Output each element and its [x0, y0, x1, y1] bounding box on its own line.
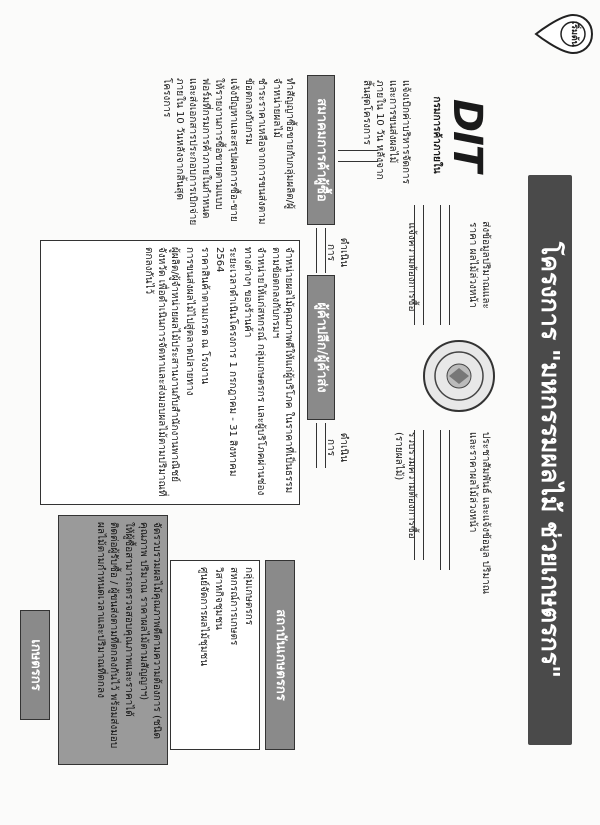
right-panel-item: วิสาหกิจชุมชน: [213, 567, 224, 630]
center-panel-item: จำหน่ายผลไม้คุณภาพดีให้แก่ผู้บริโภค ในราคาที่เป็นธรรม ตามข้อตกลงกับกรมฯ: [270, 247, 294, 494]
center-panel-item: ระยะเวลาดำเนินโครงการ 1 กรกฎาคม - 31 สิงหาคม 2564: [214, 247, 238, 477]
step-confirm-buy: แจ้งความต้องการซื้อ: [406, 222, 417, 312]
right-panel-item: กลุ่มเกษตรกร: [243, 567, 254, 626]
arrow-announce: [440, 430, 450, 570]
center-panel-list: [142, 247, 295, 498]
right-panel-note: ให้ผู้ซื้อสามารถตรวจสอบคุณภาพและราคาได้: [123, 522, 134, 717]
step-announce: ประชาสัมพันธ์ และแจ้งข้อมูล ปริมาณและราคาผลไม้ล่วงหน้า: [467, 432, 491, 594]
connector-left: [338, 150, 378, 162]
step-confirm-buy-detail: รวบรวมความต้องการซื้อ (รายผลไม้): [393, 432, 417, 539]
seal-emblem-icon: [425, 342, 493, 410]
proceed-left-label: ดำเนินการ: [325, 237, 349, 268]
right-panel-note: จัดรวบรวมผลไม้คุณภาพดีตามความต้องการ (ชนิด คุณภาพ ปริมาณ ราคาผลไม้ตามสัญญาฯ): [138, 522, 162, 739]
dit-caption: กรมการค้าภายใน: [431, 96, 442, 174]
dit-logo-text: DIT: [444, 98, 490, 172]
map-pin-icon: [532, 12, 594, 56]
right-panel-notes-list: [94, 522, 163, 758]
left-panel-item: ให้รายงานการซื้อขายตามแบบฟอร์มที่กรมการค้าภายในกำหนด และส่งเอกสารประกอบการเบิกจ่ายภายใน 10 วันหลังจากสิ้นสุดโครงการ: [161, 78, 224, 226]
center-panel-title: ผู้ค้าปลีก/ผู้ค้าส่ง: [307, 275, 335, 420]
proceed-right-label: ดำเนินการ: [325, 432, 349, 463]
left-panel-list: [160, 78, 296, 226]
arrow-send-info: [440, 205, 450, 325]
center-panel-item: ราคาสินค้าตามเกรด ณ โรงงาน: [199, 247, 210, 385]
arrow-confirm-buy-detail: [414, 430, 424, 560]
arrow-proceed-right: [316, 423, 326, 468]
arrow-proceed-left: [316, 228, 326, 273]
step-send-info: ส่งข้อมูลปริมาณและราคา ผลไม้ล่วงหน้า: [467, 221, 491, 309]
left-panel-item: ทำสัญญาซื้อขายกับกลุ่มผลิต/ผู้จำหน่ายผลไม้: [271, 78, 295, 209]
right-panel-notes: [58, 515, 168, 765]
left-panel-item: ชำระราคาเหลือจากการขนส่งตามข้อตกลงกับกรม: [243, 78, 267, 225]
dit-logo: [420, 80, 490, 190]
start-marker: [532, 12, 594, 56]
right-panel-title: สถาบันเกษตรกร: [265, 560, 295, 750]
right-panel-item: ศูนย์จัดการผลไม้ชุมชน: [198, 567, 209, 667]
left-panel-item: แจ้งปัญหาและสรุปผลการซื้อ-ขาย: [228, 78, 239, 222]
left-panel-title: สมาคมการค้าผู้ซื้อ: [307, 75, 335, 225]
start-label: เริ่มต้น: [569, 21, 579, 47]
right-panel-item: สหกรณ์การเกษตร: [228, 567, 239, 646]
step-support-request: แจ้งเบิกค่าบริหารจัดการ และการขนส่งผลไม้ ภายใน 10 วัน หลังจากสิ้นสุดโครงการ: [361, 80, 411, 185]
arrow-confirm-buy: [414, 205, 424, 325]
farmer-tag: เกษตรกร: [20, 610, 50, 720]
page-title: โครงการ "มหกรรมผลไม้ ช่วยเกษตรกร": [528, 175, 572, 745]
ministry-seal-icon: [423, 340, 495, 412]
right-panel-list: [197, 567, 255, 743]
left-panel: [150, 72, 300, 232]
center-panel-item: จำหน่ายให้แก่สหกรณ์ กลุ่มเกษตรกร และผู้บริโภคผ่านช่องทางต่างๆ ของร้านค้า: [242, 247, 266, 496]
center-panel-item: ผู้ผลิต/ผู้จำหน่ายผลไม้ประสานงานกับสำนักงานพาณิชย์จังหวัด เพื่อดำเนินการจัดหาและส่งมอบผลไม้ตามปริมาณที่ตกลงกันไว้: [143, 247, 180, 497]
right-panel-note: ติดต่อผู้รับซื้อ / ผู้ขนส่งตามที่ตกลงกันไว้ พร้อมส่งมอบผลไม้ตามกำหนดเวลาและปริมาณที่ตกลง: [95, 522, 119, 749]
center-panel: [40, 240, 300, 505]
right-panel: [170, 560, 260, 750]
center-panel-item: การขนส่งผลไม้ไปสู่ตลาดปลายทาง: [184, 247, 195, 396]
